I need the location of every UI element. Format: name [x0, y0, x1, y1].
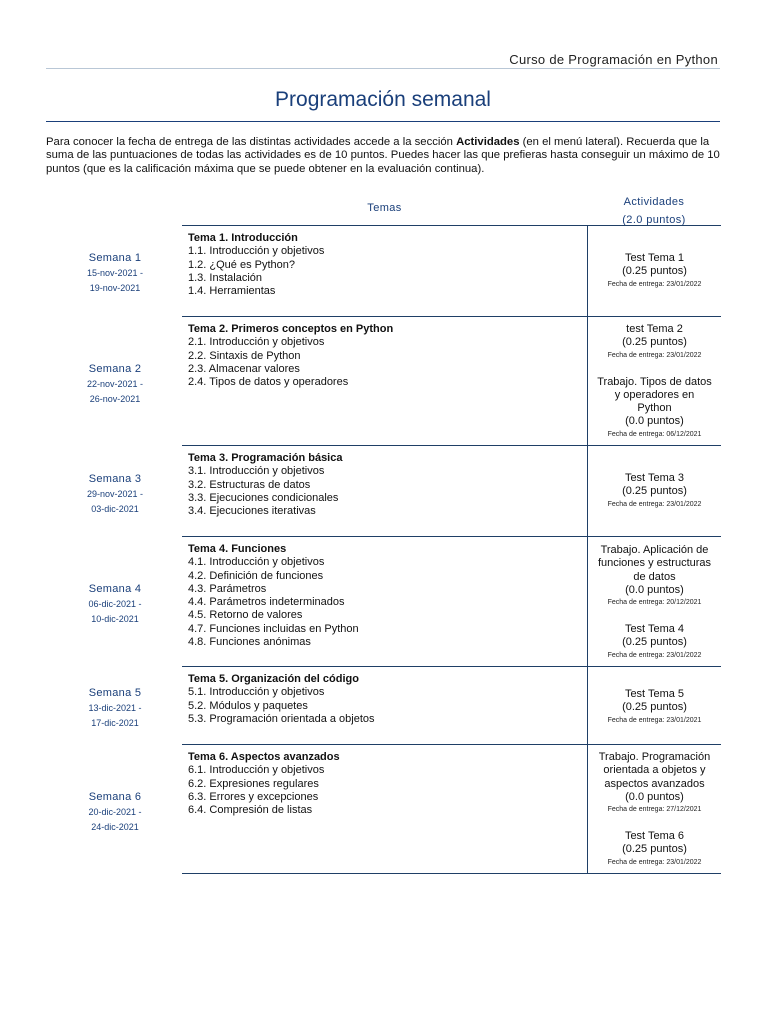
week-label [60, 250, 170, 296]
activity-item [588, 252, 721, 291]
topic-subsection: 4.5. Retorno de valores [188, 609, 303, 622]
week-end-date: 19-nov-2021 [89, 283, 141, 293]
activity-item [588, 544, 721, 609]
week-start-date: 29-nov-2021 - [86, 489, 144, 499]
page-title: Programación semanal [275, 88, 491, 111]
activity-text: y operadores en [614, 388, 695, 401]
activity-item [588, 751, 721, 816]
activities-cell [588, 544, 721, 676]
activity-text: Test Tema 3 [624, 472, 685, 484]
activity-text: Test Tema 4 [624, 623, 685, 636]
activity-item [588, 830, 721, 869]
activity-text: (0.25 puntos) [622, 701, 687, 714]
topic-subsection: 4.8. Funciones anónimas [188, 636, 311, 649]
activity-text: aspectos avanzados [604, 777, 705, 790]
week-name: Semana 4 [88, 583, 142, 595]
actividades-column-header [587, 193, 721, 229]
topic-subsection: 2.4. Tipos de datos y operadores [188, 376, 349, 389]
row-top-border [182, 744, 721, 745]
title-divider [46, 121, 720, 122]
activity-text: Python [637, 402, 672, 415]
week-start-date: 15-nov-2021 - [86, 268, 144, 278]
actividades-header-label: Actividades [623, 196, 685, 208]
week-end-date: 24-dic-2021 [91, 822, 139, 832]
week-label [60, 581, 170, 627]
activities-cell [588, 472, 721, 525]
activity-due-date: Fecha de entrega: 27/12/2021 [607, 806, 702, 814]
activity-text: Test Tema 5 [624, 688, 685, 700]
activity-text: orientada a objetos y [603, 764, 706, 777]
activity-item [588, 472, 721, 511]
row-top-border [182, 445, 721, 446]
topic-subsection: 1.1. Introducción y objetivos [188, 245, 325, 258]
week-end-date: 26-nov-2021 [89, 394, 141, 404]
activity-due-date: Fecha de entrega: 20/12/2021 [607, 599, 702, 607]
activity-text: Test Tema 6 [624, 830, 685, 843]
activity-due-date: Fecha de entrega: 23/01/2022 [607, 351, 702, 359]
activity-text: de datos [633, 570, 676, 583]
topic-title: Tema 6. Aspectos avanzados [188, 751, 340, 763]
week-start-date: 20-dic-2021 - [88, 807, 142, 817]
week-end-date: 03-dic-2021 [91, 504, 139, 514]
row-top-border [182, 316, 721, 317]
topic-subsection: 5.3. Programación orientada a objetos [188, 712, 375, 725]
activities-cell [588, 688, 721, 741]
activity-text: (0.25 puntos) [622, 336, 687, 349]
topic-subsection: 1.2. ¿Qué es Python? [188, 258, 296, 271]
temas-column-header: Temas [367, 202, 402, 214]
activity-text: (0.25 puntos) [622, 485, 687, 498]
top-divider [46, 68, 720, 69]
topic-block [188, 751, 583, 817]
topic-subsection: 3.4. Ejecuciones iterativas [188, 505, 316, 518]
intro-paragraph [46, 136, 720, 176]
activity-text: (0.0 puntos) [625, 583, 684, 596]
topic-subsection: 2.1. Introducción y objetivos [188, 336, 325, 349]
topic-subsection: 2.3. Almacenar valores [188, 362, 300, 375]
activity-text: (0.25 puntos) [622, 843, 687, 856]
topic-subsection: 6.1. Introducción y objetivos [188, 764, 325, 777]
week-name: Semana 5 [88, 687, 142, 699]
activity-text: (0.0 puntos) [625, 415, 684, 428]
topic-subsection: 3.2. Estructuras de datos [188, 478, 311, 491]
activity-item [588, 323, 721, 362]
topic-block [188, 673, 583, 726]
week-label [60, 789, 170, 835]
activity-item [588, 623, 721, 662]
topic-subsection: 3.3. Ejecuciones condicionales [188, 491, 339, 504]
topic-title: Tema 4. Funciones [188, 543, 287, 555]
activity-due-date: Fecha de entrega: 23/01/2021 [607, 716, 702, 724]
actividades-header-points: (2.0 puntos) [622, 214, 686, 226]
intro-text-start: Para conocer la fecha de entrega de las distintas actividades accede a la sección [46, 136, 457, 148]
topic-title: Tema 3. Programación básica [188, 452, 343, 464]
activity-text: (0.25 puntos) [622, 636, 687, 649]
topic-block [188, 452, 583, 518]
activity-item [588, 376, 721, 441]
week-start-date: 06-dic-2021 - [88, 599, 142, 609]
week-name: Semana 6 [88, 791, 142, 803]
topic-subsection: 4.7. Funciones incluidas en Python [188, 622, 359, 635]
intro-text-end: (en el menú lateral). Recuerda que la suma de las puntuaciones de todas las actividades es de 10 puntos. Puedes hacer las que prefieras hasta conseguir un máximo de 10 puntos (que es la calificación máxima que se puede obtener en la evaluación continua). [46, 136, 720, 175]
activity-due-date: Fecha de entrega: 06/12/2021 [607, 430, 702, 438]
topic-subsection: 5.2. Módulos y paquetes [188, 699, 308, 712]
topic-title: Tema 5. Organización del código [188, 673, 359, 685]
week-start-date: 22-nov-2021 - [86, 379, 144, 389]
activities-cell [588, 252, 721, 305]
activity-due-date: Fecha de entrega: 23/01/2022 [607, 858, 702, 866]
topic-title: Tema 2. Primeros conceptos en Python [188, 323, 394, 335]
topic-subsection: 6.2. Expresiones regulares [188, 777, 319, 790]
activity-text: test Tema 2 [626, 323, 683, 335]
topic-subsection: 1.4. Herramientas [188, 285, 276, 298]
topic-block [188, 232, 583, 298]
actividades-link-text: Actividades [456, 136, 520, 148]
topic-subsection: 3.1. Introducción y objetivos [188, 465, 325, 478]
week-name: Semana 1 [88, 252, 142, 264]
topic-subsection: 4.1. Introducción y objetivos [188, 556, 325, 569]
week-label [60, 471, 170, 517]
topic-subsection: 2.2. Sintaxis de Python [188, 349, 301, 362]
week-label [60, 685, 170, 731]
topic-subsection: 4.3. Parámetros [188, 582, 267, 595]
row-top-border [182, 536, 721, 537]
row-top-border [182, 225, 721, 226]
activity-text: Test Tema 1 [624, 252, 685, 264]
activity-text: Trabajo. Programación [598, 751, 711, 763]
week-name: Semana 2 [88, 363, 142, 375]
topic-subsection: 6.3. Errores y excepciones [188, 790, 319, 803]
topic-block [188, 323, 583, 389]
activity-text: Trabajo. Tipos de datos [597, 375, 712, 388]
topic-subsection: 4.4. Parámetros indeterminados [188, 596, 345, 609]
course-header: Curso de Programación en Python [509, 52, 718, 67]
topic-subsection: 5.1. Introducción y objetivos [188, 686, 325, 699]
week-start-date: 13-dic-2021 - [88, 703, 142, 713]
topic-subsection: 4.2. Definición de funciones [188, 569, 324, 582]
table-bottom-border [182, 873, 721, 874]
activities-cell [588, 323, 721, 455]
row-top-border [182, 666, 721, 667]
activity-text: (0.25 puntos) [622, 265, 687, 278]
activity-due-date: Fecha de entrega: 23/01/2022 [607, 651, 702, 659]
activity-due-date: Fecha de entrega: 23/01/2022 [607, 280, 702, 288]
activity-text: funciones y estructuras [597, 557, 712, 570]
week-name: Semana 3 [88, 473, 142, 485]
topic-subsection: 6.4. Compresión de listas [188, 804, 313, 817]
activity-text: Trabajo. Aplicación de [600, 544, 709, 556]
activity-item [588, 688, 721, 727]
week-end-date: 17-dic-2021 [91, 718, 139, 728]
week-end-date: 10-dic-2021 [91, 614, 139, 624]
activity-text: (0.0 puntos) [625, 790, 684, 803]
topic-block [188, 543, 583, 649]
topic-title: Tema 1. Introducción [188, 232, 298, 244]
activities-cell [588, 751, 721, 883]
activity-due-date: Fecha de entrega: 23/01/2022 [607, 500, 702, 508]
topic-subsection: 1.3. Instalación [188, 271, 262, 284]
week-label [60, 361, 170, 407]
